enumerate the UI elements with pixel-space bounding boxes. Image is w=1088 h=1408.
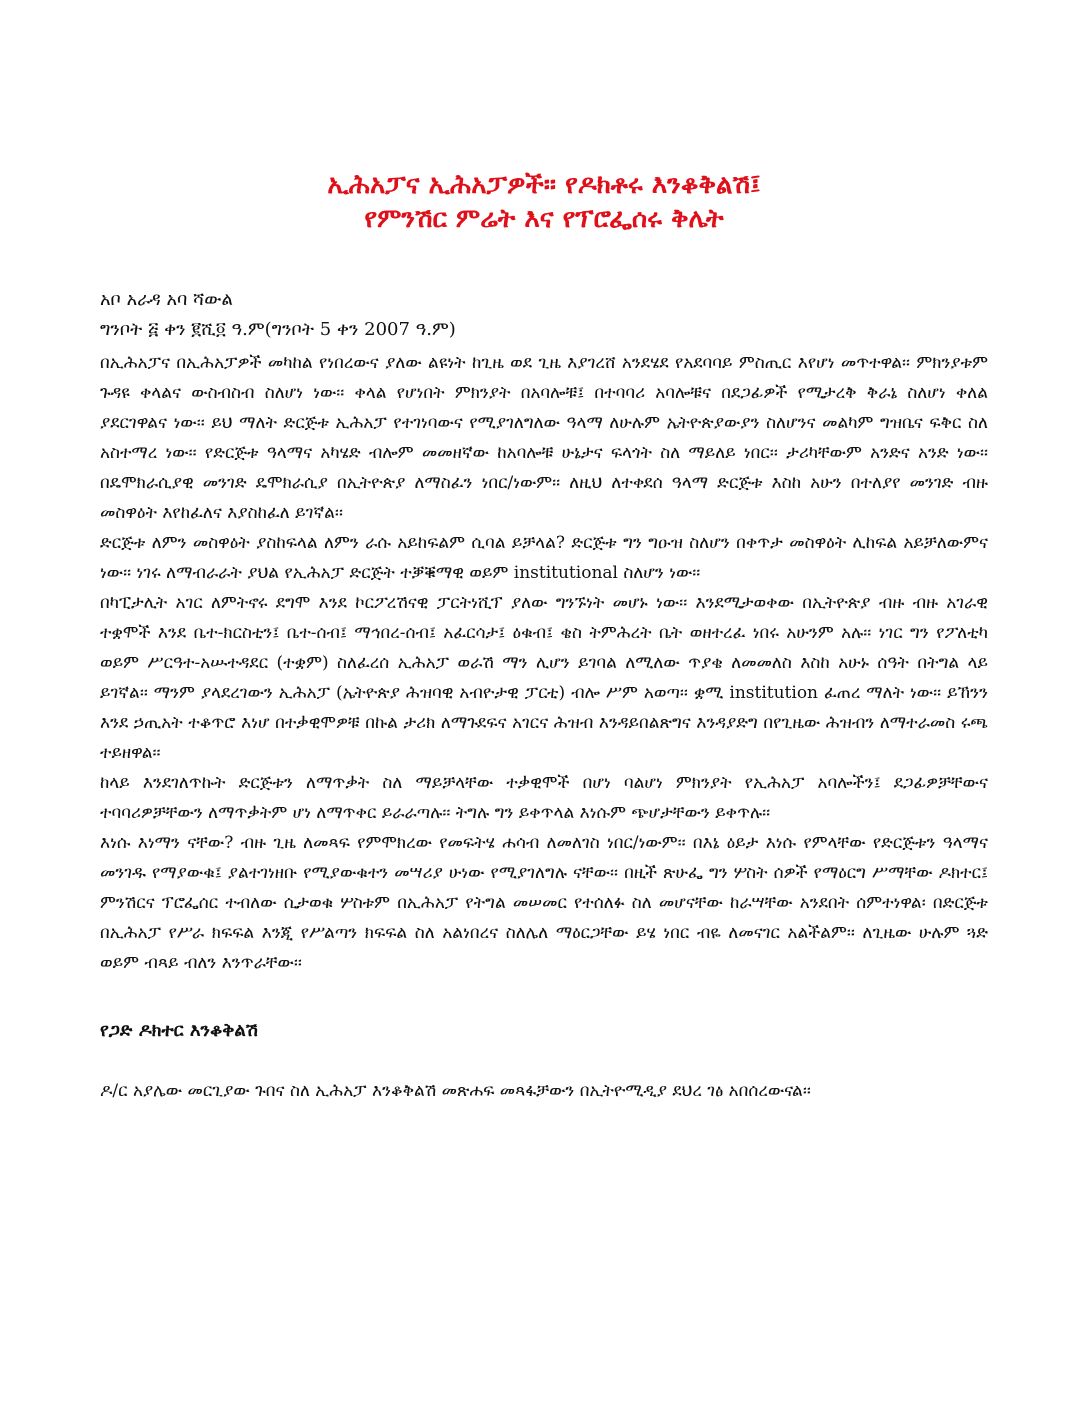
author-name: አቦ አራዳ አባ ሻውል — [100, 289, 233, 310]
paragraph-2: ድርጅቱ ለምን መስዋዕት ያስከፍላል ለምን ራሱ አይከፍልም ሲባል ይቻላል? ድርጅቱ ግን ግዑዝ ስለሆን በቀጥታ መስዋዕት ሊከፍል አይቻለውምና ነው፡፡ ነገሩ ለማብራራት ያህል የኢሕአፓ ድርጅት ተቓቑማዊ ወይም institutional ስለሆን ነው፡፡ — [100, 533, 988, 583]
title-line-2: የምንሽር ምሬት እና የፕሮፌሰሩ ቅሌት — [364, 204, 724, 234]
title-line-1: ኢሕአፓና ኢሕአፓዎች፡፡ የዶክቶሩ እንቆቅልሽ፤ — [327, 170, 761, 200]
section-heading: የጋድ ዶክተር እንቆቅልሽ — [100, 1020, 258, 1041]
document-title — [100, 168, 988, 236]
article-body — [100, 348, 988, 1106]
paragraph-4: ከላይ እንደገለጥኩት ድርጅቱን ለማጥቃት ስለ ማይቻላቸው ተቃዊሞች በሆነ ባልሆነ ምክንያት የኢሕአፓ አባሎችን፤ ደጋፊዎቻቸውና ተባባሪዎቻቸውን ለማጥቃትም ሆነ ለማጥቀር ይራራጣሉ፡፡ ትግሉ ግን ይቀጥላል እነሱም ጭሆታቸውን ይቀጥሉ፡፡ — [100, 773, 988, 823]
closing-paragraph: ዶ/ር አያሌው መርጊያው ጉበና ስለ ኢሕአፓ እንቆቅልሽ መጽሐፍ መጻፋቻውን በኢትዮሚዲያ ደህረ ገፅ አበሰረውናል፡፡ — [100, 1081, 811, 1101]
paragraph-3: በካፒታሊት አገር ለምትኖሩ ደግሞ እንደ ኮርፖረሽናዊ ፓርትነሺፕ ያለው ግንኙነት መሆኑ ነው፡፡ እንደሚታወቀው በኢትዮጵያ ብዙ ብዙ አገራዊ ተቋሞች እንደ ቤተ-ክርስቲን፤ ቤተ-ሰብ፤ ማኅበረ-ሰብ፤ አፈርሳታ፤ ዕቁብ፤ ቄስ ትምሕረት ቤት ወዘተረፈ ነበሩ አሁንም አሉ፡፡ ነገር ግን የፖለቲካ ወይም ሥርዓተ-አሡተዳደር (ተቋም) ስለፈረሰ ኢሕአፓ ወራሽ ማን ሊሆን ይገባል ለሚለው ጥያቄ ለመመለስ እስከ አሁኑ ሰዓት በትግል ላይ ይገኛል፡፡ ማንም ያላደረገውን ኢሕአፓ (ኤትዮጵያ ሕዝባዊ አብዮታዊ ፓርቲ) ብሎ ሥም አወጣ፡፡ ቋሚ institution ፈጠረ ማለት ነው፡፡ ይኸንን እንደ ኃጢአት ተቆጥሮ እነሆ በተቃዊሞዎቹ በኩል ታሪክ ለማጉደፍና አገርና ሕዝብ እንዳይበልጽግና እንዳያድግ በየጊዜው ሕዝብን ለማተራመስ ሩጫ ተይዘዋል፡፡ — [100, 593, 988, 763]
paragraph-5: እነሱ እነማን ናቸው? ብዙ ጊዜ ለመጻፍ የምሞክረው የመፍትሄ ሐሳብ ለመለገስ ነበር/ነውም፡፡ በእኔ ዕይታ እነሱ የምላቸው የድርጅቱን ዓላማና መንገዱ የማያውቁ፤ ያልተገነዘቡ የሚያውቁተን መሣሪያ ሁነው የሚያገለግሉ ናቸው፡፡ በዚች ጽሁፌ ግን ሦስት ሰዎች የማዕርግ ሥማቸው ዶክተር፤ ምንሽርና ፕሮፌሰር ተብለው ሲታወቁ ሦስቱም በኢሕአፓ የትግል መሠመር የተሰለፉ ስለ መሆናቸው ከራሣቸው አንደበት ሰምተነዋል፡ በድርጅቱ በኢሕአፓ የሥራ ክፍፍል እንጂ የሥልጣን ክፍፍል ስለ አልነበረና ስለሌለ ማዕርጋቸው ይሄ ነበር ብዬ ለመናገር አልችልም፡፡ ለጊዜው ሁሉም ጓድ ወይም ብጻይ ብለን እንጥራቸው፡፡ — [100, 833, 988, 973]
paragraph-1: በኢሕአፓና በኢሕአፓዎች መካከል የነበረውና ያለው ልዩነት ከጊዜ ወደ ጊዜ እያገረሸ አንደሄደ የአደባባይ ምስጢር እየሆነ መጥተዋል፡፡ ምክንያቱም ጉዳዩ ቀላልና ውስብስብ ስለሆነ ነው፡፡ ቀላል የሆነበት ምክንያት በአባሎቹ፤ በተባባሪ አባሎቹና በደጋፊዎች የሚታረቅ ቅራኔ ስለሆነ ቀለል ያደርገዋልና ነው፡፡ ይህ ማለት ድርጅቱ ኢሕአፓ የተገነባውና የሚያገለግለው ዓላማ ለሁሉም ኤትዮጵያውያን ስለሆንና መልካም ግዝቤና ፍቅር ስለ አስተማረ ነው፡፡ የድርጅቱ ዓላማና አካሄድ ብሎም መመዘኛው ከአባሎቹ ሁኔታና ፍላጎት ስለ ማይለይ ነበር፡፡ ታሪካቸውም አንድና አንድ ነው፡፡ በዴሞክራሲያዊ መንገድ ዴሞክራሲያ በኢትዮጵያ ለማስፈን ነበር/ነውም፡፡ ለዚህ ለተቀደሰ ዓላማ ድርጅቱ እስከ አሁን በተለያየ መንገድ ብዙ መስዋዕት እየከፈለና እያስከፈለ ይገኛል፡፡ — [100, 353, 988, 523]
publication-date: ግንቦት ፭ ቀን ፪ሺ፬ ዓ.ም(ግንቦት 5 ቀን 2007 ዓ.ም) — [100, 319, 456, 340]
